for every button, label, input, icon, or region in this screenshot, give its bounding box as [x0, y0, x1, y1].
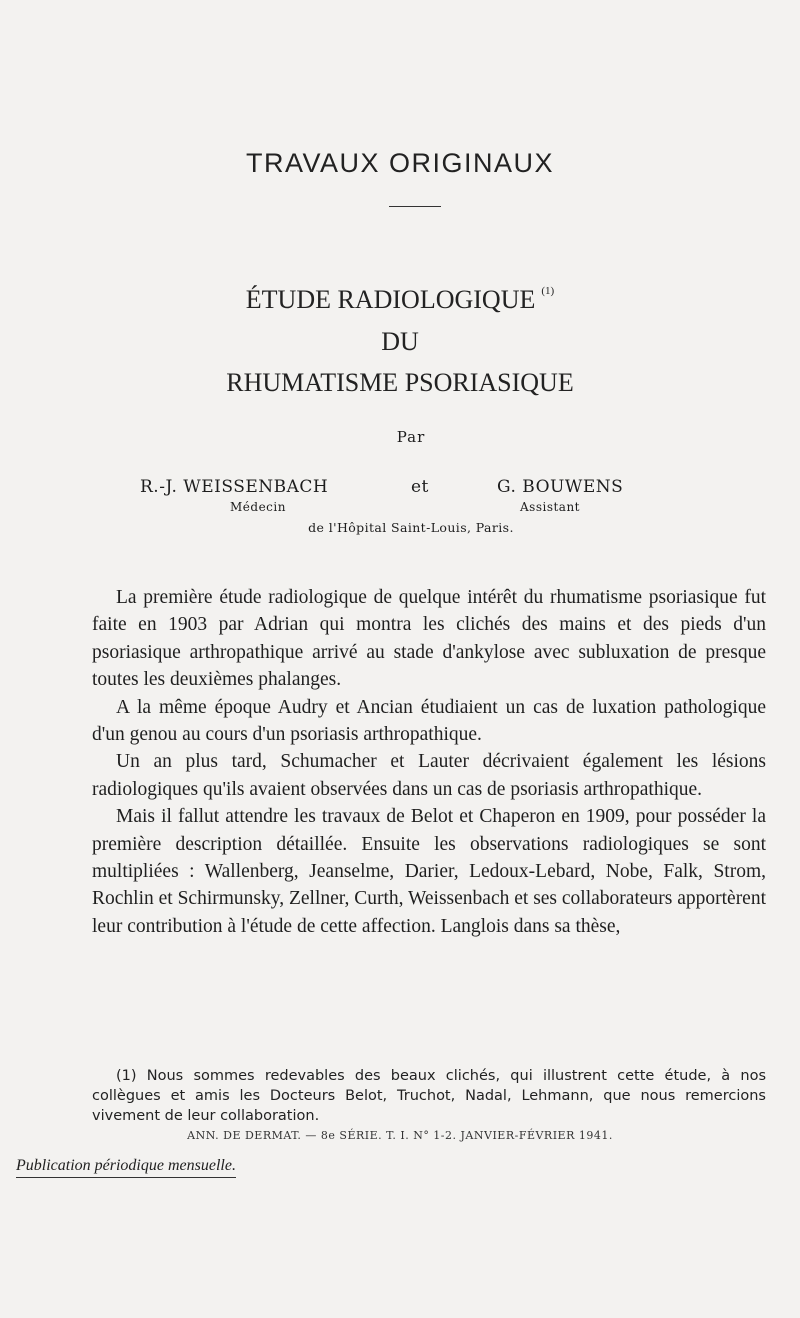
heading-divider	[389, 206, 441, 207]
body-paragraph: Mais il fallut attendre les travaux de Belot et Chaperon en 1909, pour posséder la première description détaillée. Ensuite les observations radiologiques se sont multipliées : Wallenberg, Jeanselme, Darier, Ledoux-Lebard, Nobe, Falk, Strom, Rochlin et Schirmunsky, Zellner, Curth, Weissenbach et ses collaborateurs apportèrent leur contribution à l'étude de cette affection. Langlois dans sa thèse,	[92, 806, 767, 937]
author-1-name: R.-J. WEISSENBACH	[140, 477, 329, 497]
publication-note: Publication périodique mensuelle.	[16, 1157, 236, 1178]
body-paragraph: La première étude radiologique de quelque intérêt du rhumatisme psoriasique fut faite en 1903 par Adrian qui montra les clichés des mains et des pieds d'un psoriasique arthropathique arrivé au stade d'ankylose avec subluxation de presque toutes les deuxièmes phalanges.	[92, 587, 766, 691]
article-title-line-1	[0, 285, 800, 315]
article-title-line-3: RHUMATISME PSORIASIQUE	[226, 368, 574, 397]
author-1-role: Médecin	[230, 500, 286, 514]
author-2-role: Assistant	[520, 500, 581, 514]
byline-par: Par	[396, 428, 426, 446]
body-text	[92, 584, 766, 940]
author-affiliation: de l'Hôpital Saint-Louis, Paris.	[308, 520, 514, 535]
article-title-text: ÉTUDE RADIOLOGIQUE	[245, 285, 536, 314]
body-paragraph: Un an plus tard, Schumacher et Lauter décrivaient également les lésions radiologiques qu'ils avaient observées dans un cas de psoriasis arthropathique.	[92, 751, 766, 800]
byline-conjunction: et	[411, 477, 429, 497]
footnote-text: (1) Nous sommes redevables des beaux clichés, qui illustrent cette étude, à nos collègues et amis les Docteurs Belot, Truchot, Nadal, Lehmann, que nous remercions vivement de leur collaboration.	[92, 1068, 766, 1124]
article-title-line-2: DU	[381, 327, 419, 356]
body-paragraph: A la même époque Audry et Ancian étudiaient un cas de luxation pathologique d'un genou au cours d'un psoriasis arthropathique.	[92, 696, 766, 746]
footnote-marker: (1)	[541, 285, 555, 298]
journal-citation: ANN. DE DERMAT. — 8e SÉRIE. T. I. N° 1-2. JANVIER-FÉVRIER 1941.	[187, 1129, 613, 1142]
author-2-name: G. BOUWENS	[497, 477, 624, 497]
section-heading: TRAVAUX ORIGINAUX	[245, 148, 555, 178]
footnote	[92, 1066, 766, 1126]
